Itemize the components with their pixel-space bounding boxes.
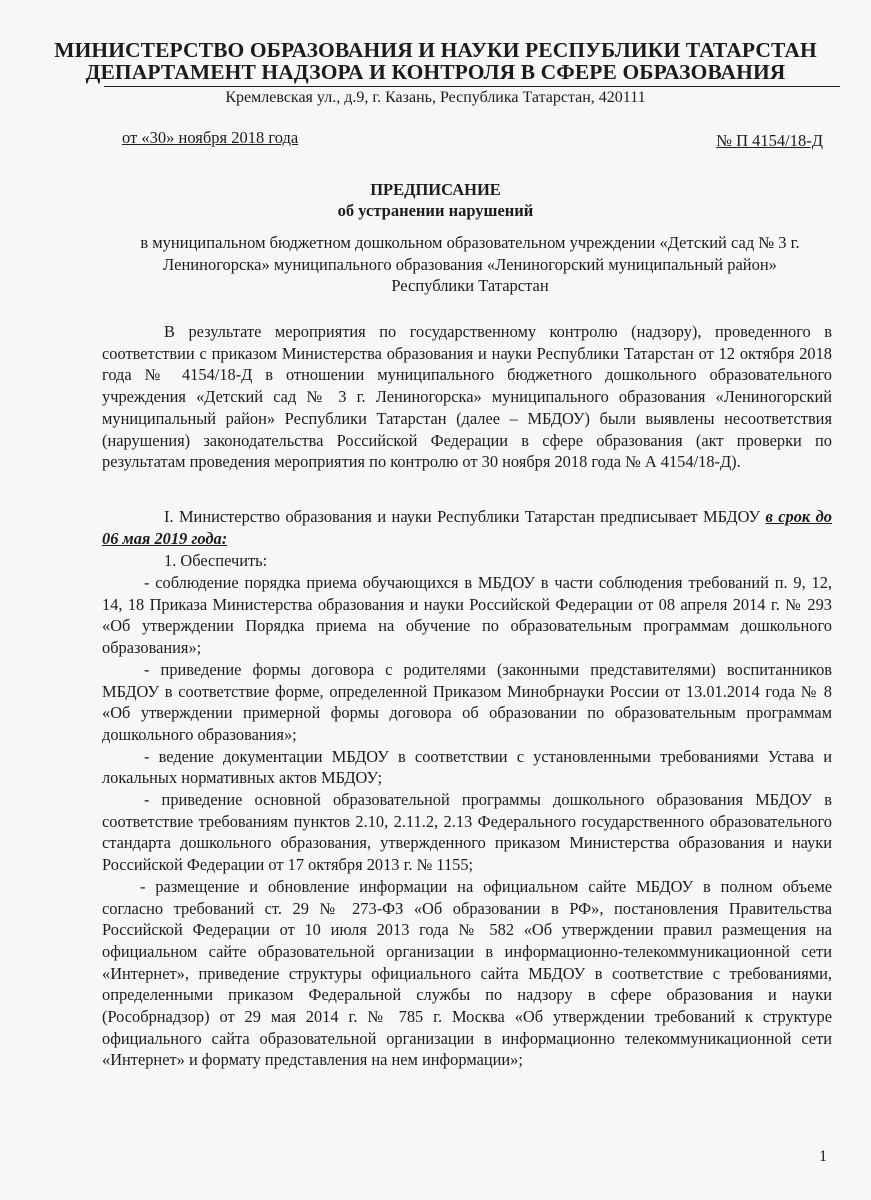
document-subtitle: об устранении нарушений [337,201,534,220]
section-paragraph [102,506,832,549]
list-item: - ведение документации МБДОУ в соответствии с установленными требованиями Устава и локальных нормативных актов МБДОУ; [102,746,832,788]
department-title: ДЕПАРТАМЕНТ НАДЗОРА И КОНТРОЛЯ В СФЕРЕ ОБРАЗОВАНИЯ [85,60,786,84]
list-item: - соблюдение порядка приема обучающихся в МБДОУ в части соблюдения требований п. 9, 12, 14, 18 Приказа Министерства образования и науки Российской Федерации от 08 апреля 2014 г. № 293 «Об утверждении Порядка приема на обучение по образовательным программам дошкольного образования»; [102,573,832,658]
list-item: - приведение основной образовательной программы дошкольного образования МБДОУ в соответствие требованиям пунктов 2.10, 2.11.2, 2.13 Федерального государственного образовательного стандарта дошкольного образования, утвержденного приказом Министерства образования и науки Российской Федерации от 17 октября 2013 г. № 1155; [102,790,832,875]
address: Кремлевская ул., д.9, г. Казань, Республика Татарстан, 420111 [225,89,646,106]
ministry-title: МИНИСТЕРСТВО ОБРАЗОВАНИЯ И НАУКИ РЕСПУБЛИКИ ТАТАРСТАН [54,38,817,62]
item-heading [102,550,832,572]
bullet-list [102,572,832,1071]
page-number: 1 [819,1148,827,1165]
header-divider [104,86,840,87]
document-number: № П 4154/18-Д [716,131,823,150]
document-title: ПРЕДПИСАНИЕ [370,180,501,199]
section-text: I. Министерство образования и науки Республики Татарстан предписывает МБДОУ [164,507,766,526]
list-item: - размещение и обновление информации на официальном сайте МБДОУ в полном объеме согласно требований ст. 29 № 273-ФЗ «Об образовании в РФ», постановления Правительства Российской Федерации от 10 июля 2013 года № 582 «Об утверждении правил размещения на официальном сайте образовательной организации в информационно-телекоммуникационной сети «Интернет», приведение структуры официального сайта МБДОУ в соответствие с требованиями, определенными приказом Федеральной службы по надзору в сфере образования и науки (Рособрнадзор) от 29 мая 2014 г. № 785 г. Москва «Об утверждении требований к структуре официального сайта образовательной организации в информационно телекоммуникационной сети «Интернет» и формату представления на нем информации»; [102,876,832,1070]
item-1-label: 1. Обеспечить: [164,551,268,570]
list-item: - приведение формы договора с родителями (законными представителями) воспитанников МБДОУ в соответствие форме, определенной Приказом Минобрнауки России от 13.01.2014 года № 8 «Об утверждении примерной формы договора об образовании по образовательным программам дошкольного образования»; [102,659,832,744]
due-date: в срок до 06 мая 2019 года: [102,507,832,548]
document-date: от «30» ноября 2018 года [122,128,299,147]
subject-organization: в муниципальном бюджетном дошкольном образовательном учреждении «Детский сад № 3 г. Лениногорска» муниципального образования «Лениногорский муниципальный район» Республики Татарстан [140,233,800,296]
intro-paragraph: В результате мероприятия по государственному контролю (надзору), проведенного в соответствии с приказом Министерства образования и науки Республики Татарстан от 12 октября 2018 года № 4154/18-Д в отношении муниципального бюджетного дошкольного образовательного учреждения «Детский сад № 3 г. Лениногорска» муниципального образования «Лениногорский муниципальный район» Республики Татарстан (далее – МБДОУ) были выявлены несоответствия (нарушения) законодательства Российской Федерации в сфере образования (акт проверки по результатам проведения мероприятия по контролю от 30 ноября 2018 года № А 4154/18-Д). [102,322,832,472]
